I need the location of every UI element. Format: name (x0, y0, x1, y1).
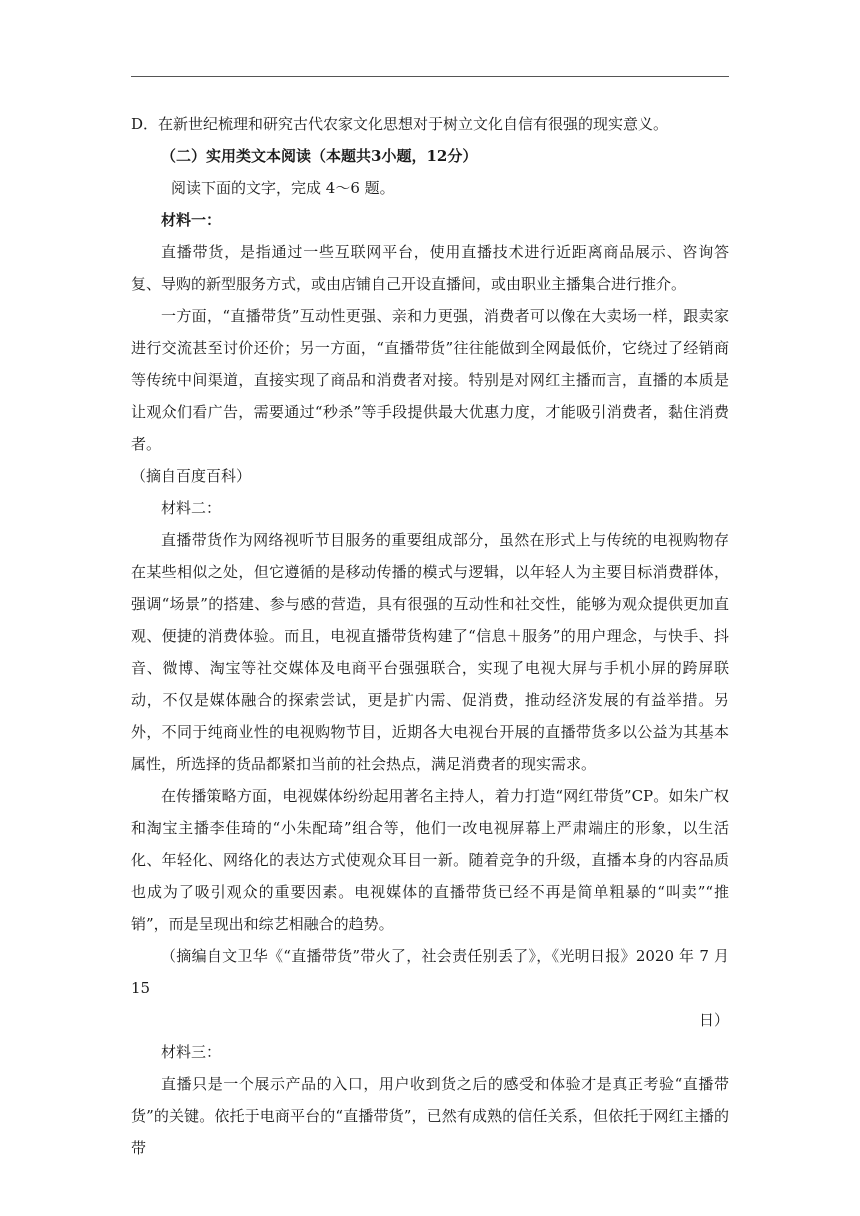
material2-para2: 在传播策略方面，电视媒体纷纷起用著名主持人，着力打造“网红带货”CP。如朱广权和淘宝主播李佳琦的“小朱配琦”组合等，他们一改电视屏幕上严肃端庄的形象，以生活化、年轻化、网络化的表达方式使观众耳目一新。随着竞争的升级，直播本身的内容品质也成为了吸引观众的重要因素。电视媒体的直播带货已经不再是简单粗暴的“叫卖”“推销”，而是呈现出和综艺相融合的趋势。 (131, 787, 729, 933)
header-rule (131, 76, 729, 77)
instruction: 阅读下面的文字，完成 4～6 题。 (171, 179, 395, 197)
option-d: D．在新世纪梳理和研究古代农家文化思想对于树立文化自信有很强的现实意义。 (131, 115, 669, 133)
material2-source-line1: （摘编自文卫华《“直播带货”带火了，社会责任别丢了》，《光明日报》2020 年 7 月 15 (131, 947, 729, 997)
material1-label: 材料一： (161, 211, 222, 229)
material2-label: 材料二： (161, 499, 222, 517)
material1-source: （摘自百度百科） (131, 467, 252, 485)
document-page (131, 108, 729, 1164)
material2-para1: 直播带货作为网络视听节目服务的重要组成部分，虽然在形式上与传统的电视购物存在某些相似之处，但它遵循的是移动传播的模式与逻辑，以年轻人为主要目标消费群体，强调“场景”的搭建、参与感的营造，具有很强的互动性和社交性，能够为观众提供更加直观、便捷的消费体验。而且，电视直播带货构建了“信息＋服务”的用户理念，与快手、抖音、微博、淘宝等社交媒体及电商平台强强联合，实现了电视大屏与手机小屏的跨屏联动，不仅是媒体融合的探索尝试，更是扩内需、促消费，推动经济发展的有益举措。另外，不同于纯商业性的电视购物节目，近期各大电视台开展的直播带货多以公益为其基本属性，所选择的货品都紧扣当前的社会热点，满足消费者的现实需求。 (131, 531, 729, 773)
material1-para1: 直播带货，是指通过一些互联网平台，使用直播技术进行近距离商品展示、咨询答复、导购的新型服务方式，或由店铺自己开设直播间，或由职业主播集合进行推介。 (131, 243, 729, 293)
section-heading: （二）实用类文本阅读（本题共3小题，12分） (161, 147, 478, 165)
material3-para1: 直播只是一个展示产品的入口，用户收到货之后的感受和体验才是真正考验“直播带货”的关键。依托于电商平台的“直播带货”，已然有成熟的信任关系，但依托于网红主播的带 (131, 1075, 729, 1157)
material3-label: 材料三： (161, 1043, 222, 1061)
material1-para2: 一方面，“直播带货”互动性更强、亲和力更强，消费者可以像在大卖场一样，跟卖家进行交流甚至讨价还价；另一方面，“直播带货”往往能做到全网最低价，它绕过了经销商等传统中间渠道，直接实现了商品和消费者对接。特别是对网红主播而言，直播的本质是让观众们看广告，需要通过“秒杀”等手段提供最大优惠力度，才能吸引消费者，黏住消费者。 (131, 307, 729, 453)
material2-source-line2: 日） (698, 1011, 729, 1029)
